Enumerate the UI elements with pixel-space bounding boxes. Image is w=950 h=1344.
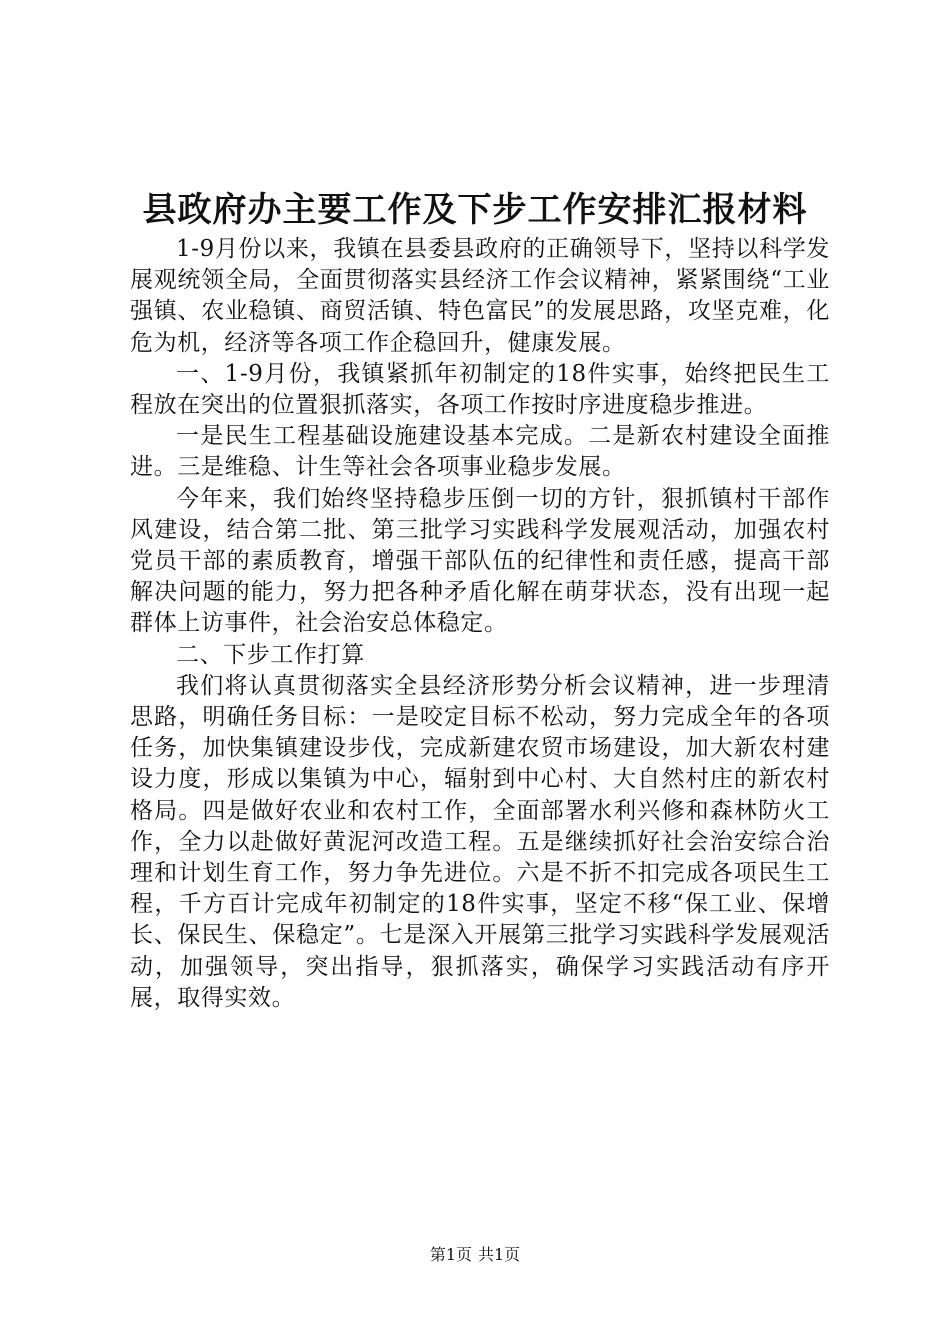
page-number-total: 共1页 [478,1245,521,1264]
page-footer [0,1244,950,1266]
paragraph-section-two-heading: 二、下步工作打算 [176,641,365,668]
document-title: 县政府办主要工作及下步工作安排汇报材料 [142,190,808,230]
paragraph-achievements: 一是民生工程基础设施建设基本完成。二是新农村建设全面推进。三是维稳、计生等社会各项事业稳步发展。 [130,423,830,481]
page-number-current: 第1页 [429,1245,472,1264]
paragraph-intro: 1-9月份以来，我镇在县委县政府的正确领导下，坚持以科学发展观统领全局，全面贯彻落实县经济工作会议精神，紧紧围绕“工业强镇、农业稳镇、商贸活镇、特色富民”的发展思路，攻坚克难，化危为机，经济等各项工作企稳回升，健康发展。 [130,236,830,356]
paragraph-next-steps: 我们将认真贯彻落实全县经济形势分析会议精神，进一步理清思路，明确任务目标：一是咬定目标不松动，努力完成全年的各项任务，加快集镇建设步伐，完成新建农贸市场建设，加大新农村建设力度，形成以集镇为中心，辐射到中心村、大自然村庄的新农村格局。四是做好农业和农村工作，全面部署水利兴修和森林防火工作，全力以赴做好黄泥河改造工程。五是继续抓好社会治安综合治理和计划生育工作，努力争先进位。六是不折不扣完成各项民生工程，千方百计完成年初制定的18件实事，坚定不移“保工业、保增长、保民生、保稳定”。七是深入开展第三批学习实践科学发展观活动，加强领导，突出指导，狠抓落实，确保学习实践活动有序开展，取得实效。 [130,672,830,1011]
paragraph-cadre-work: 今年来，我们始终坚持稳步压倒一切的方针，狠抓镇村干部作风建设，结合第二批、第三批学习实践科学发展观活动，加强农村党员干部的素质教育，增强干部队伍的纪律性和责任感，提高干部解决问题的能力，努力把各种矛盾化解在萌芽状态，没有出现一起群体上访事件，社会治安总体稳定。 [130,485,830,637]
paragraph-section-one: 一、1-9月份，我镇紧抓年初制定的18件实事，始终把民生工程放在突出的位置狠抓落实，各项工作按时序进度稳步推进。 [130,360,830,419]
document-body [130,234,830,1014]
